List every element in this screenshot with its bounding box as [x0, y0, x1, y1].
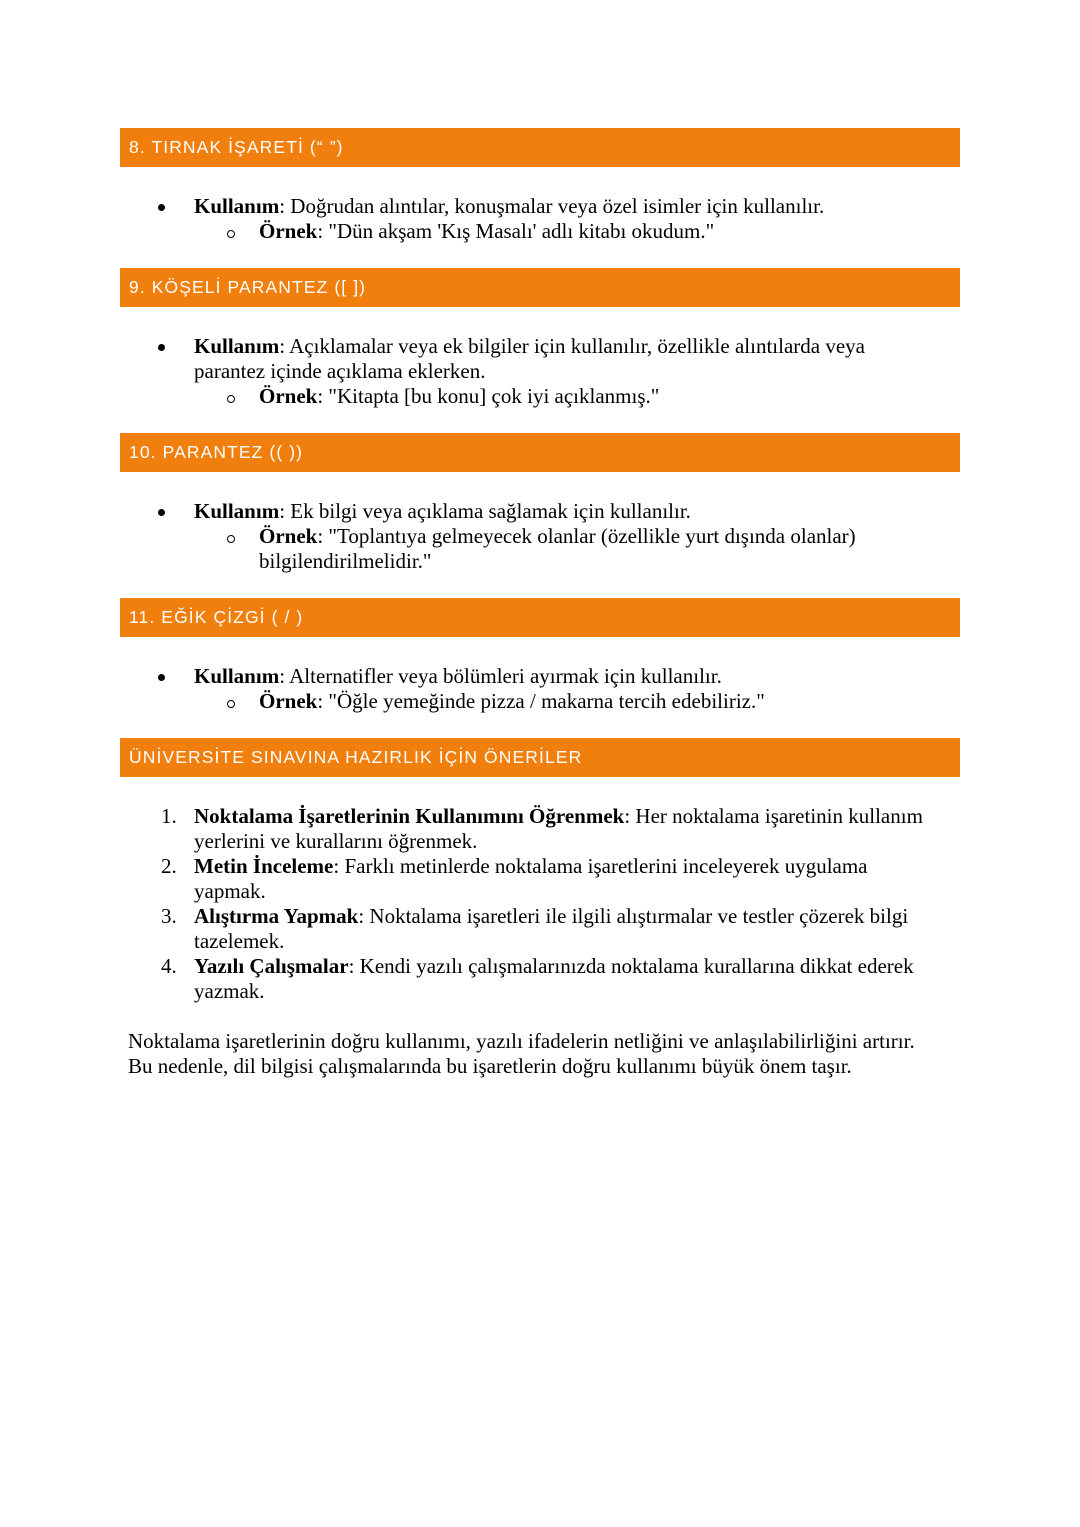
bullet-dot	[158, 344, 165, 351]
section-heading-text: 9. KÖŞELİ PARANTEZ ([ ])	[129, 277, 367, 297]
sub-bullet-circle	[227, 700, 235, 708]
section-heading-tirnak	[120, 128, 960, 167]
example-text: : "Dün akşam 'Kış Masalı' adlı kitabı okudum."	[317, 219, 715, 243]
example-label: Örnek	[259, 384, 318, 408]
section-heading-oneriler	[120, 738, 960, 777]
sub-bullet-circle	[227, 535, 235, 543]
example-label: Örnek	[259, 689, 318, 713]
sub-bullet-circle	[227, 395, 235, 403]
section-heading-koseli-parantez	[120, 268, 960, 307]
usage-line-continued: parantez içinde açıklama eklerken.	[194, 359, 486, 383]
example-line	[259, 219, 714, 244]
list-number: 3.	[161, 904, 177, 928]
tip-item-line	[194, 954, 914, 979]
tip-label: Alıştırma Yapmak	[194, 904, 359, 928]
tip-item-line-continued: yazmak.	[194, 979, 265, 1003]
section-heading-parantez	[120, 433, 960, 472]
conclusion-line-1: Noktalama işaretlerinin doğru kullanımı, yazılı ifadelerin netliğini ve anlaşılabilirliğini artırır.	[128, 1029, 915, 1053]
list-number: 4.	[161, 954, 177, 978]
usage-label: Kullanım	[194, 334, 280, 358]
tip-label: Yazılı Çalışmalar	[194, 954, 349, 978]
usage-line	[194, 334, 865, 359]
usage-text: : Alternatifler veya bölümleri ayırmak için kullanılır.	[279, 664, 722, 688]
example-line	[259, 384, 659, 409]
tip-item-line	[194, 804, 923, 829]
example-line-continued: bilgilendirilmelidir."	[259, 549, 432, 573]
bullet-dot	[158, 509, 165, 516]
bullet-dot	[158, 674, 165, 681]
usage-label: Kullanım	[194, 499, 280, 523]
tip-text: : Kendi yazılı çalışmalarınızda noktalama kurallarına dikkat ederek	[348, 954, 914, 978]
section-heading-text: 8. TIRNAK İŞARETİ (“ ”)	[129, 137, 344, 157]
example-label: Örnek	[259, 219, 318, 243]
tip-item-line-continued: yapmak.	[194, 879, 266, 903]
usage-line	[194, 499, 691, 524]
example-text: : "Öğle yemeğinde pizza / makarna tercih edebiliriz."	[317, 689, 765, 713]
section-heading-text: 10. PARANTEZ (( ))	[129, 442, 304, 462]
list-number: 2.	[161, 854, 177, 878]
tip-text: : Her noktalama işaretinin kullanım	[624, 804, 923, 828]
tip-text: : Noktalama işaretleri ile ilgili alıştırmalar ve testler çözerek bilgi	[358, 904, 909, 928]
example-text: : "Kitapta [bu konu] çok iyi açıklanmış."	[317, 384, 660, 408]
sub-bullet-circle	[227, 230, 235, 238]
tip-item-line	[194, 854, 868, 879]
list-number: 1.	[161, 804, 177, 828]
usage-label: Kullanım	[194, 664, 280, 688]
tip-item-line	[194, 904, 908, 929]
usage-text: : Doğrudan alıntılar, konuşmalar veya özel isimler için kullanılır.	[279, 194, 825, 218]
usage-label: Kullanım	[194, 194, 280, 218]
bullet-dot	[158, 204, 165, 211]
usage-line	[194, 194, 824, 219]
example-line	[259, 524, 856, 549]
section-heading-text: ÜNİVERSİTE SINAVINA HAZIRLIK İÇİN ÖNERİLER	[129, 747, 583, 767]
tip-text: : Farklı metinlerde noktalama işaretlerini inceleyerek uygulama	[333, 854, 868, 878]
usage-text: : Ek bilgi veya açıklama sağlamak için kullanılır.	[279, 499, 691, 523]
tip-item-line-continued: yerlerini ve kurallarını öğrenmek.	[194, 829, 478, 853]
section-heading-text: 11. EĞİK ÇİZGİ ( / )	[129, 607, 304, 627]
example-text: : "Toplantıya gelmeyecek olanlar (özellikle yurt dışında olanlar)	[317, 524, 856, 548]
example-line	[259, 689, 765, 714]
tip-label: Metin İnceleme	[194, 854, 334, 878]
tip-item-line-continued: tazelemek.	[194, 929, 285, 953]
usage-text: : Açıklamalar veya ek bilgiler için kullanılır, özellikle alıntılarda veya	[279, 334, 865, 358]
section-heading-egik-cizgi	[120, 598, 960, 637]
example-label: Örnek	[259, 524, 318, 548]
tip-label: Noktalama İşaretlerinin Kullanımını Öğrenmek	[194, 804, 625, 828]
conclusion-line-2: Bu nedenle, dil bilgisi çalışmalarında bu işaretlerin doğru kullanımı büyük önem taşır.	[128, 1054, 852, 1078]
usage-line	[194, 664, 722, 689]
